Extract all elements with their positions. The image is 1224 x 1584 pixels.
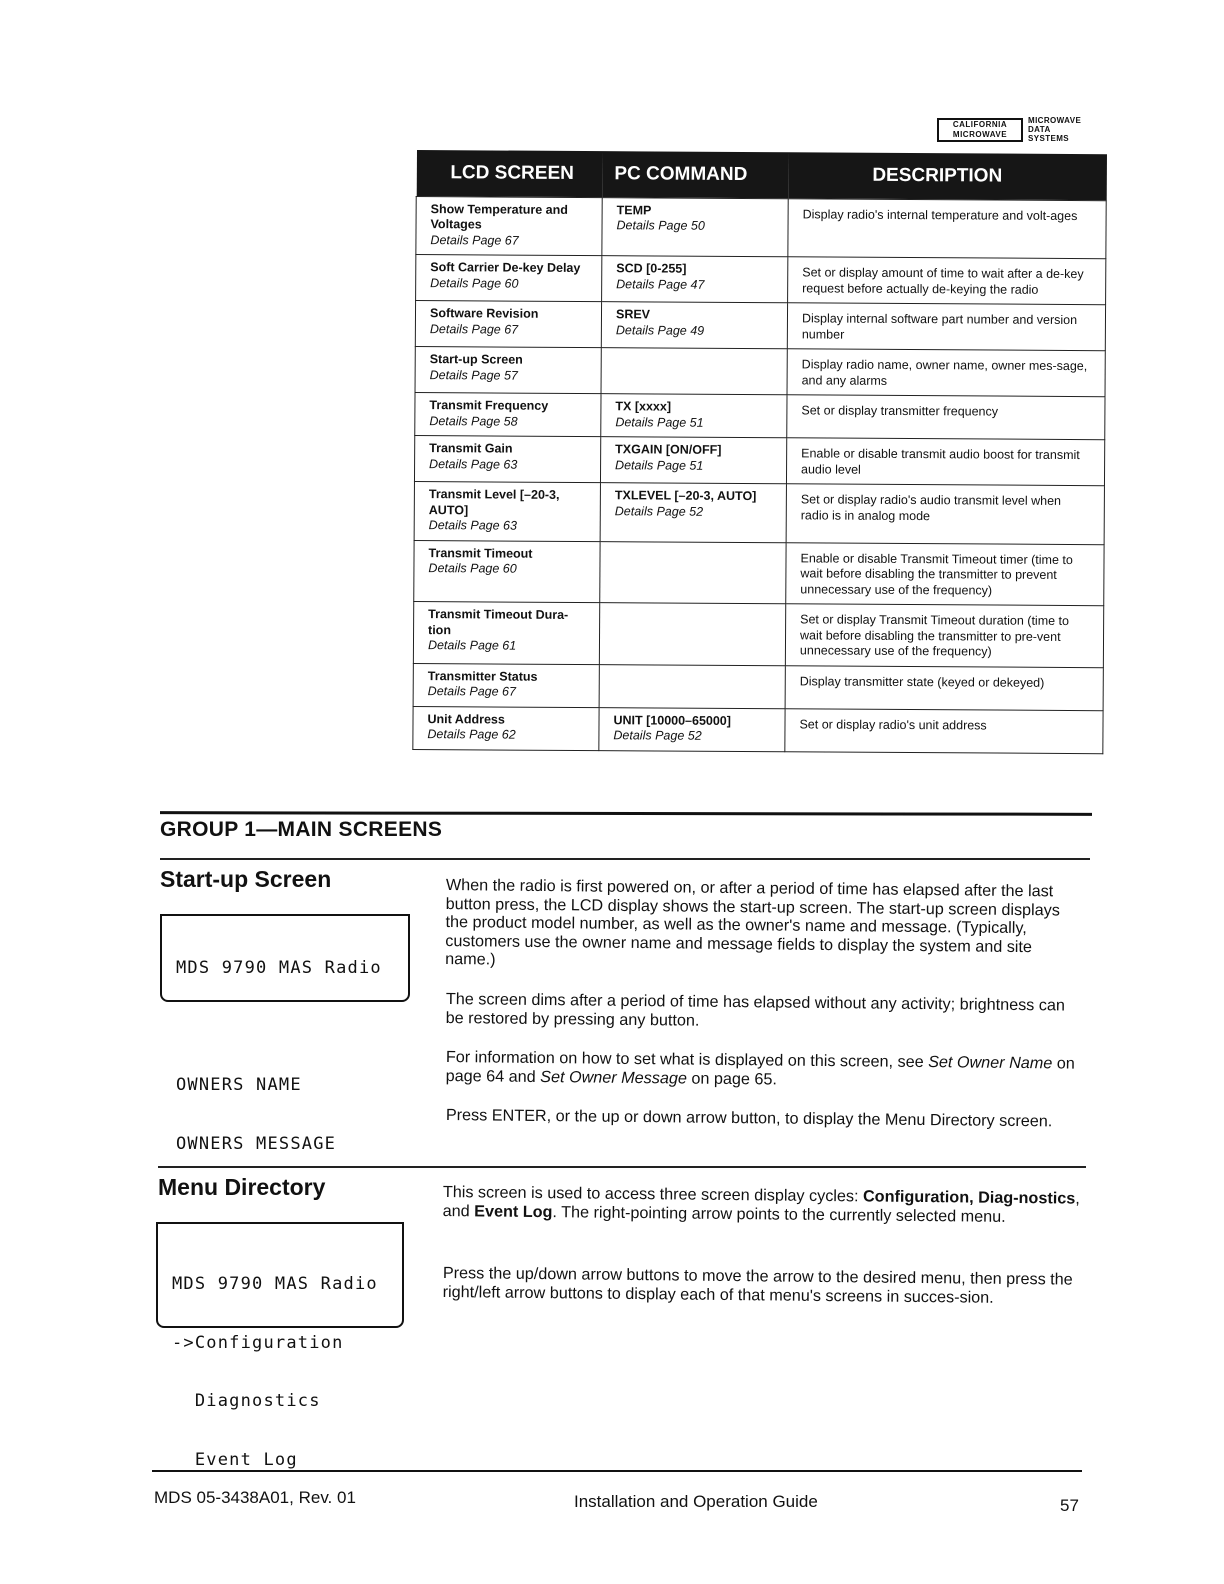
description-cell bbox=[785, 708, 1103, 753]
table-row bbox=[415, 346, 1105, 396]
screen-name: Transmit Timeout Dura-tion bbox=[428, 607, 569, 637]
command-name: TEMP bbox=[616, 202, 652, 217]
startup-title: Start-up Screen bbox=[160, 866, 332, 892]
command-details bbox=[616, 369, 775, 385]
text-run: This screen is used to access three screen display cycles: bbox=[442, 1183, 864, 1206]
screen-name: Transmitter Status bbox=[427, 668, 538, 684]
command-details: Details Page 51 bbox=[615, 414, 704, 430]
lcd-screen-cell bbox=[415, 392, 601, 436]
menu-paragraph-2: Press the up/down arrow buttons to move the arrow to the desired menu, then press the right/left arrow buttons to display each of that menu's screens in succes-sion. bbox=[442, 1264, 1073, 1307]
description-cell bbox=[788, 257, 1106, 305]
table-row bbox=[416, 196, 1106, 259]
command-name: TXLEVEL [–20-3, AUTO] bbox=[614, 488, 757, 504]
screen-name: Unit Address bbox=[427, 711, 505, 727]
startup-paragraph-4: Press ENTER, or the up or down arrow button, to display the Menu Directory screen. bbox=[445, 1106, 1053, 1131]
command-name: TX [xxxx] bbox=[615, 399, 672, 414]
header-description: DESCRIPTION bbox=[788, 152, 1106, 200]
command-details bbox=[614, 562, 773, 578]
group-title: GROUP 1—MAIN SCREENS bbox=[160, 818, 443, 841]
text-run: For information on how to set what is displayed on this screen, see bbox=[445, 1048, 929, 1072]
company-logo bbox=[937, 116, 1087, 146]
startup-paragraph-2: The screen dims after a period of time has elapsed without any activity; brightness can be restored by pressing any button. bbox=[445, 990, 1066, 1030]
screen-details: Details Page 67 bbox=[427, 684, 517, 699]
description-cell bbox=[786, 484, 1104, 544]
screen-name: Software Revision bbox=[429, 306, 539, 321]
description-text: Display radio name, owner name, owner mes-sage, and any alarms bbox=[801, 357, 1088, 388]
description-cell bbox=[788, 198, 1106, 258]
lcd-screen-cell bbox=[413, 601, 599, 664]
term-config-diag: Configuration, Diag-nostics bbox=[862, 1187, 1076, 1208]
command-details: Details Page 50 bbox=[616, 218, 705, 233]
description-text: Display internal software part number and version number bbox=[801, 311, 1078, 342]
description-cell bbox=[786, 438, 1104, 486]
command-details: Details Page 49 bbox=[615, 322, 705, 338]
text-run: on page 65. bbox=[686, 1069, 777, 1088]
screen-name: Start-up Screen bbox=[429, 352, 523, 367]
lcd-line: Diagnostics bbox=[172, 1391, 321, 1411]
logo-box bbox=[937, 118, 1023, 142]
lcd-screen-cell bbox=[413, 706, 599, 750]
table-row bbox=[414, 481, 1104, 544]
command-details: Details Page 51 bbox=[615, 457, 704, 473]
screen-details: Details Page 60 bbox=[428, 561, 517, 576]
screen-details: Details Page 67 bbox=[430, 232, 519, 248]
description-text: Set or display amount of time to wait after a de-key request before actually de-keying the radio bbox=[802, 265, 1084, 297]
pc-command-cell bbox=[600, 541, 786, 604]
screen-details: Details Page 61 bbox=[427, 638, 517, 653]
command-details bbox=[614, 685, 773, 701]
description-text: Display transmitter state (keyed or dekeyed) bbox=[799, 673, 1045, 690]
lcd-screen-cell bbox=[415, 346, 601, 393]
pc-command-cell bbox=[600, 437, 786, 484]
lcd-screen-cell bbox=[414, 435, 600, 482]
screen-name: Show Temperature and Voltages bbox=[430, 201, 568, 232]
table-row bbox=[414, 540, 1104, 606]
menu-lcd bbox=[156, 1222, 404, 1470]
description-text: Enable or disable Transmit Timeout timer (time to wait before disabling the transmitter to prevent unnecessary use of the frequency) bbox=[800, 550, 1073, 598]
section-rule bbox=[158, 1166, 1086, 1168]
header-pc-command: PC COMMAND bbox=[602, 151, 788, 198]
description-cell bbox=[785, 604, 1103, 667]
logo-text-line: SYSTEMS bbox=[1028, 134, 1070, 143]
lcd-line: OWNERS NAME bbox=[176, 1075, 302, 1095]
description-cell bbox=[787, 395, 1105, 440]
footer-doc-id: MDS 05-3438A01, Rev. 01 bbox=[154, 1488, 356, 1507]
section-rule bbox=[160, 858, 1090, 860]
logo-text-line: MICROWAVE bbox=[1028, 116, 1082, 125]
menu-paragraph-1 bbox=[443, 1183, 1083, 1227]
table-row bbox=[416, 255, 1106, 305]
command-table bbox=[412, 150, 1107, 754]
screen-details: Details Page 60 bbox=[430, 275, 519, 291]
page-number: 57 bbox=[1060, 1496, 1079, 1515]
pc-command-cell bbox=[599, 707, 785, 751]
command-name: UNIT [10000–65000] bbox=[613, 712, 732, 728]
command-details bbox=[614, 624, 773, 640]
screen-name: Transmit Timeout bbox=[428, 545, 533, 561]
description-text: Set or display radio's audio transmit level when radio is in analog mode bbox=[800, 492, 1062, 523]
text-run: , and bbox=[442, 1189, 1080, 1220]
description-cell bbox=[786, 542, 1104, 605]
lcd-screen-cell bbox=[414, 540, 600, 603]
footer-rule bbox=[152, 1470, 1082, 1472]
lcd-screen-cell bbox=[416, 196, 602, 256]
screen-details: Details Page 67 bbox=[429, 321, 519, 337]
screen-details: Details Page 63 bbox=[429, 456, 518, 472]
header-lcd-screen: LCD SCREEN bbox=[416, 150, 602, 197]
logo-text-line: DATA bbox=[1028, 125, 1051, 134]
description-text: Set or display Transmit Timeout duration (time to wait before disabling the transmitter to pre-vent unnecessary use of the frequency) bbox=[799, 612, 1070, 659]
command-details: Details Page 52 bbox=[614, 503, 704, 519]
term-event-log: Event Log bbox=[474, 1201, 553, 1221]
startup-lcd bbox=[160, 914, 410, 1154]
logo-text bbox=[1028, 116, 1081, 143]
command-name bbox=[614, 670, 773, 686]
description-text: Set or display transmitter frequency bbox=[801, 403, 999, 419]
lcd-line: MDS 9790 MAS Radio bbox=[176, 958, 382, 978]
screen-name: Transmit Gain bbox=[429, 441, 513, 456]
command-name bbox=[614, 547, 773, 563]
description-cell bbox=[787, 303, 1105, 351]
lcd-line bbox=[176, 1018, 394, 1038]
pc-command-cell bbox=[599, 664, 785, 708]
lcd-line: ->Configuration bbox=[172, 1332, 344, 1353]
description-text: Set or display radio's unit address bbox=[799, 716, 987, 732]
command-name bbox=[616, 353, 775, 369]
pc-command-cell bbox=[601, 348, 787, 395]
startup-paragraph-3 bbox=[446, 1048, 1086, 1092]
group-rule bbox=[160, 811, 1092, 816]
startup-paragraph-1: When the radio is first powered on, or after a period of time has elapsed after the last button press, the LCD display shows the start-up screen. The start-up screen displays the product model number, as well as the owner's name and message. (Typically, customers use the owner name and message fields to display the system and site name.) bbox=[445, 876, 1061, 969]
lcd-screen-cell bbox=[415, 301, 601, 348]
table-row bbox=[415, 392, 1105, 439]
menu-title: Menu Directory bbox=[158, 1174, 326, 1200]
pc-command-cell bbox=[601, 302, 787, 349]
logo-box-line: CALIFORNIA bbox=[952, 120, 1008, 129]
text-run: on page 64 and bbox=[445, 1054, 1075, 1086]
command-name: TXGAIN [ON/OFF] bbox=[615, 442, 722, 457]
pc-command-cell bbox=[602, 256, 788, 303]
table-body bbox=[413, 196, 1106, 753]
command-details: Details Page 47 bbox=[616, 276, 705, 292]
table-row bbox=[413, 601, 1103, 667]
screen-details: Details Page 63 bbox=[428, 518, 518, 533]
logo-box-line: MICROWAVE bbox=[952, 130, 1008, 139]
description-text: Display radio's internal temperature and volt-ages bbox=[802, 206, 1078, 223]
command-name: SREV bbox=[615, 307, 651, 322]
pc-command-cell bbox=[600, 483, 786, 543]
description-cell bbox=[787, 349, 1105, 397]
table-row bbox=[413, 663, 1103, 710]
xref-set-owner-name: Set Owner Name bbox=[928, 1053, 1053, 1073]
xref-set-owner-message: Set Owner Message bbox=[540, 1067, 687, 1088]
pc-command-cell bbox=[601, 394, 787, 438]
lcd-screen-cell bbox=[414, 481, 600, 541]
description-text: Enable or disable transmit audio boost for transmit audio level bbox=[801, 446, 1080, 477]
footer-guide-title: Installation and Operation Guide bbox=[574, 1492, 818, 1511]
pc-command-cell bbox=[602, 197, 788, 257]
lcd-line: Event Log bbox=[172, 1449, 298, 1470]
lcd-line: MDS 9790 MAS Radio bbox=[172, 1274, 378, 1294]
lcd-screen-cell bbox=[413, 663, 599, 707]
screen-details: Details Page 58 bbox=[429, 413, 518, 429]
screen-details: Details Page 57 bbox=[429, 367, 518, 383]
lcd-screen-cell bbox=[416, 255, 602, 302]
lcd-line: OWNERS MESSAGE bbox=[176, 1133, 337, 1154]
table-row bbox=[414, 435, 1104, 485]
text-run: . The right-pointing arrow points to the currently selected menu. bbox=[552, 1202, 1006, 1226]
screen-name: Transmit Level [–20-3, AUTO] bbox=[428, 487, 560, 517]
description-cell bbox=[785, 665, 1103, 710]
table-header-row bbox=[416, 150, 1106, 200]
command-name: SCD [0-255] bbox=[616, 261, 687, 276]
command-details: Details Page 52 bbox=[613, 728, 702, 743]
table-row bbox=[413, 706, 1103, 753]
command-name bbox=[614, 608, 773, 624]
table-row bbox=[415, 301, 1105, 351]
screen-name: Soft Carrier De-key Delay bbox=[430, 260, 581, 276]
screen-name: Transmit Frequency bbox=[429, 398, 549, 413]
pc-command-cell bbox=[599, 603, 785, 666]
screen-details: Details Page 62 bbox=[427, 727, 516, 742]
